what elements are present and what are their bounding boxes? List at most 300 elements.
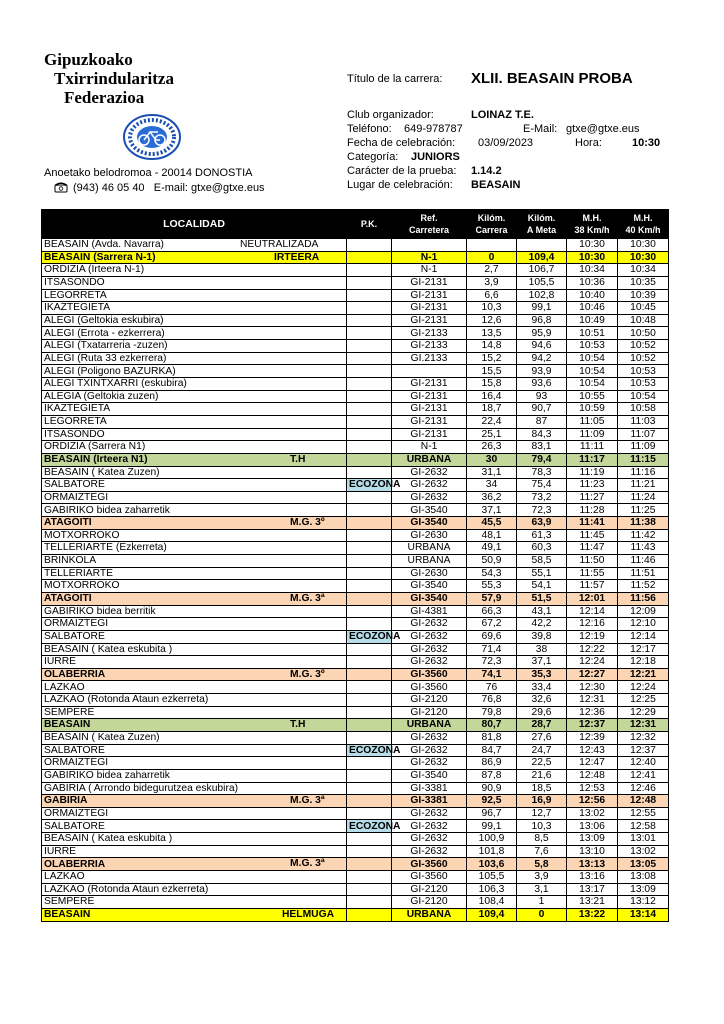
cell-pk: [347, 769, 392, 782]
table-row: [42, 428, 669, 441]
cell-mh38: 12:47: [567, 757, 618, 770]
localidad-name: OLABERRIA: [44, 858, 106, 870]
cell-pk: [347, 340, 392, 353]
cell-km-carrera: 96,7: [467, 807, 517, 820]
cell-pk: [347, 390, 392, 403]
cell-km-carrera: 25,1: [467, 428, 517, 441]
localidad-name: IURRE: [44, 656, 77, 668]
table-row: [42, 618, 669, 631]
cell-localidad: [42, 453, 347, 466]
cell-ref: GI-2131: [392, 390, 467, 403]
cell-ref: GI-2632: [392, 479, 467, 492]
table-row: [42, 883, 669, 896]
cell-km-carrera: 66,3: [467, 605, 517, 618]
cell-mh38: 13:06: [567, 820, 618, 833]
cell-mh38: 10:55: [567, 390, 618, 403]
cell-mh38: 12:19: [567, 630, 618, 643]
localidad-name: BRINKOLA: [44, 555, 97, 567]
cell-mh38: 12:01: [567, 592, 618, 605]
place-value: BEASAIN: [471, 179, 521, 191]
cell-pk: [347, 706, 392, 719]
cell-km-meta: 10,3: [517, 820, 567, 833]
cell-km-meta: 94,2: [517, 352, 567, 365]
cell-km-meta: [517, 239, 567, 252]
header-kc-line2: Carrera: [475, 225, 508, 235]
cell-ref: GI-2131: [392, 428, 467, 441]
cell-localidad: [42, 567, 347, 580]
cell-km-carrera: 99,1: [467, 820, 517, 833]
cell-mh38: 11:17: [567, 453, 618, 466]
cell-mh38: 10:30: [567, 239, 618, 252]
cell-km-meta: 73,2: [517, 491, 567, 504]
cell-mh40: 11:09: [618, 441, 669, 454]
table-row: [42, 592, 669, 605]
localidad-name: GABIRIKO bidea zaharretik: [44, 770, 170, 782]
table-row: [42, 845, 669, 858]
localidad-name: ALEGI (Ruta 33 ezkerrera): [44, 352, 167, 364]
cell-localidad: [42, 580, 347, 593]
table-row: [42, 681, 669, 694]
table-row: [42, 289, 669, 302]
cell-ref: URBANA: [392, 453, 467, 466]
cell-km-meta: 106,7: [517, 264, 567, 277]
cell-km-meta: 60,3: [517, 542, 567, 555]
cell-ref: GI-2131: [392, 415, 467, 428]
localidad-name: ALEGI (Geltokia eskubira): [44, 314, 164, 326]
cell-pk: [347, 378, 392, 391]
localidad-name: BEASAIN ( Katea eskubita ): [44, 833, 173, 845]
localidad-name: ALEGI TXINTXARRI (eskubira): [44, 378, 187, 390]
localidad-name: LEGORRETA: [44, 289, 107, 301]
cell-pk: [347, 618, 392, 631]
cell-localidad: [42, 365, 347, 378]
cell-mh40: 13:08: [618, 871, 669, 884]
cell-km-meta: 102,8: [517, 289, 567, 302]
localidad-name: SEMPERE: [44, 706, 95, 718]
cell-mh38: 12:53: [567, 782, 618, 795]
cell-localidad: [42, 276, 347, 289]
cell-localidad: [42, 403, 347, 416]
cell-ref: GI-2632: [392, 618, 467, 631]
table-row: [42, 365, 669, 378]
cell-pk: [347, 807, 392, 820]
cell-mh38: 11:27: [567, 491, 618, 504]
contact-line: [44, 181, 265, 196]
cell-mh38: 11:23: [567, 479, 618, 492]
localidad-name: ATAGOITI: [44, 517, 92, 529]
table-row: [42, 858, 669, 871]
itinerary-table: [41, 209, 669, 922]
header-ref-line1: Ref.: [420, 213, 438, 223]
table-row: [42, 744, 669, 757]
localidad-note: M.G. 3ª: [290, 858, 325, 870]
cell-km-meta: 35,3: [517, 668, 567, 681]
cell-pk: [347, 555, 392, 568]
cell-ref: GI-3560: [392, 871, 467, 884]
cell-localidad: [42, 782, 347, 795]
localidad-name: ORMAIZTEGI: [44, 757, 109, 769]
cell-mh40: 12:41: [618, 769, 669, 782]
cell-mh40: 10:48: [618, 314, 669, 327]
cell-mh40: 10:45: [618, 302, 669, 315]
cell-localidad: [42, 618, 347, 631]
cell-pk: [347, 403, 392, 416]
table-row: [42, 731, 669, 744]
cell-pk: [347, 908, 392, 921]
cell-km-meta: 24,7: [517, 744, 567, 757]
cell-pk: [347, 239, 392, 252]
localidad-note: M.G. 3º: [290, 517, 325, 529]
cell-mh40: 12:18: [618, 656, 669, 669]
localidad-name: TELLERIARTE: [44, 567, 114, 579]
cell-mh38: 12:37: [567, 719, 618, 732]
email-value: gtxe@gtxe.eus: [566, 123, 640, 135]
table-row: [42, 643, 669, 656]
localidad-name: ORMAIZTEGI: [44, 807, 109, 819]
cell-km-carrera: 34: [467, 479, 517, 492]
time-value: 10:30: [632, 137, 661, 149]
cell-km-carrera: 31,1: [467, 466, 517, 479]
cell-ref: URBANA: [392, 555, 467, 568]
localidad-name: IKAZTEGIETA: [44, 302, 111, 314]
cell-mh38: 10:54: [567, 365, 618, 378]
table-row: [42, 403, 669, 416]
cell-mh40: 11:51: [618, 567, 669, 580]
cell-localidad: [42, 795, 347, 808]
cell-km-carrera: [467, 239, 517, 252]
cell-km-carrera: 76: [467, 681, 517, 694]
cell-km-carrera: 36,2: [467, 491, 517, 504]
header-mh38-line1: M.H.: [582, 213, 602, 223]
cell-km-meta: 63,9: [517, 517, 567, 530]
character-value: 1.14.2: [471, 165, 502, 177]
cell-mh40: 13:14: [618, 908, 669, 921]
cell-localidad: [42, 668, 347, 681]
cell-mh40: 10:53: [618, 365, 669, 378]
cell-ref: GI-2630: [392, 529, 467, 542]
cell-ref: GI-3540: [392, 769, 467, 782]
phone-label: Teléfono:: [347, 123, 392, 135]
table-row: [42, 782, 669, 795]
cell-pk: [347, 251, 392, 264]
table-row: [42, 694, 669, 707]
localidad-name: LAZKAO: [44, 871, 85, 883]
cell-localidad: [42, 390, 347, 403]
cell-km-carrera: 10,3: [467, 302, 517, 315]
cell-km-carrera: 15,5: [467, 365, 517, 378]
localidad-name: LAZKAO (Rotonda Ataun ezkerreta): [44, 694, 209, 706]
cell-km-meta: 0: [517, 908, 567, 921]
cell-ref: GI-2632: [392, 845, 467, 858]
cell-ref: GI-2632: [392, 807, 467, 820]
cell-ref: GI-2632: [392, 833, 467, 846]
cell-pk: [347, 795, 392, 808]
cell-localidad: [42, 706, 347, 719]
cell-ref: GI-3540: [392, 504, 467, 517]
cell-km-meta: 38: [517, 643, 567, 656]
cell-km-carrera: 55,3: [467, 580, 517, 593]
cell-km-meta: 61,3: [517, 529, 567, 542]
table-row: [42, 314, 669, 327]
table-row: [42, 517, 669, 530]
cell-ref: GI-2632: [392, 820, 467, 833]
table-row: [42, 656, 669, 669]
cell-km-carrera: 54,3: [467, 567, 517, 580]
cell-mh38: 11:19: [567, 466, 618, 479]
cell-km-meta: 105,5: [517, 276, 567, 289]
cell-localidad: [42, 555, 347, 568]
cell-mh40: 12:55: [618, 807, 669, 820]
cell-ref: GI-2131: [392, 276, 467, 289]
cell-mh40: 13:09: [618, 883, 669, 896]
cell-ref: URBANA: [392, 719, 467, 732]
cell-localidad: [42, 807, 347, 820]
cell-localidad: [42, 757, 347, 770]
cell-km-meta: 39,8: [517, 630, 567, 643]
localidad-note: T.H: [290, 719, 306, 731]
localidad-name: ORMAIZTEGI: [44, 618, 109, 630]
header-localidad: LOCALIDAD: [42, 210, 347, 239]
cell-mh38: 12:27: [567, 668, 618, 681]
cell-km-meta: 90,7: [517, 403, 567, 416]
cell-mh38: 13:21: [567, 896, 618, 909]
cell-localidad: [42, 479, 347, 492]
cell-ref: GI-2120: [392, 706, 467, 719]
cell-mh38: 12:56: [567, 795, 618, 808]
cell-ref: GI-2131: [392, 378, 467, 391]
localidad-name: SALBATORE: [44, 479, 105, 491]
cell-ref: GI-2131: [392, 403, 467, 416]
address-line: Anoetako belodromoa - 20014 DONOSTIA: [44, 167, 253, 179]
cell-mh40: 12:37: [618, 744, 669, 757]
cell-mh40: 12:17: [618, 643, 669, 656]
cell-pk: [347, 580, 392, 593]
cell-pk: [347, 289, 392, 302]
federation-name-line1: Gipuzkoako: [44, 50, 133, 69]
localidad-name: SALBATORE: [44, 744, 105, 756]
cell-mh38: 10:30: [567, 251, 618, 264]
cell-km-carrera: 26,3: [467, 441, 517, 454]
cell-pk: [347, 415, 392, 428]
table-row: [42, 820, 669, 833]
cell-km-meta: 5,8: [517, 858, 567, 871]
cell-ref: GI-2120: [392, 896, 467, 909]
cell-pk: [347, 264, 392, 277]
cell-localidad: [42, 908, 347, 921]
cell-km-carrera: 72,3: [467, 656, 517, 669]
cell-mh38: 10:36: [567, 276, 618, 289]
cell-localidad: [42, 694, 347, 707]
cell-mh40: 12:25: [618, 694, 669, 707]
cell-pk: [347, 782, 392, 795]
cell-ref: URBANA: [392, 542, 467, 555]
cell-km-carrera: 86,9: [467, 757, 517, 770]
table-row: [42, 580, 669, 593]
cell-localidad: [42, 630, 347, 643]
table-row: [42, 415, 669, 428]
table-row: [42, 251, 669, 264]
cell-mh38: 13:10: [567, 845, 618, 858]
cell-pk: [347, 656, 392, 669]
cell-mh40: 11:38: [618, 517, 669, 530]
header-km-line1: Kilóm.: [527, 213, 556, 223]
federation-phone: (943) 46 05 40: [73, 182, 145, 194]
cell-ref: GI-2131: [392, 314, 467, 327]
cell-mh40: 10:35: [618, 276, 669, 289]
cell-pk: [347, 542, 392, 555]
cell-pk: [347, 352, 392, 365]
cell-km-meta: 79,4: [517, 453, 567, 466]
cell-km-meta: 37,1: [517, 656, 567, 669]
cell-mh38: 10:34: [567, 264, 618, 277]
cell-ref: GI-3560: [392, 668, 467, 681]
localidad-name: MOTXORROKO: [44, 529, 120, 541]
cell-mh38: 11:47: [567, 542, 618, 555]
table-row: [42, 327, 669, 340]
cell-localidad: [42, 327, 347, 340]
place-label: Lugar de celebración:: [347, 179, 453, 191]
cell-mh40: 11:52: [618, 580, 669, 593]
cell-km-meta: 83,1: [517, 441, 567, 454]
cell-km-meta: 27,6: [517, 731, 567, 744]
cell-mh38: 10:40: [567, 289, 618, 302]
cell-mh40: 12:24: [618, 681, 669, 694]
cell-km-carrera: 0: [467, 251, 517, 264]
table-row: [42, 390, 669, 403]
cell-mh38: 11:09: [567, 428, 618, 441]
cell-mh40: 12:48: [618, 795, 669, 808]
cell-mh40: 10:39: [618, 289, 669, 302]
cell-pk: ECOZONA: [347, 744, 392, 757]
cell-mh38: 12:39: [567, 731, 618, 744]
localidad-name: BEASAIN ( Katea eskubita ): [44, 643, 173, 655]
cell-km-carrera: 103,6: [467, 858, 517, 871]
cell-km-meta: 99,1: [517, 302, 567, 315]
cell-km-carrera: 37,1: [467, 504, 517, 517]
cell-km-meta: 42,2: [517, 618, 567, 631]
cell-mh40: 11:43: [618, 542, 669, 555]
cell-mh40: 10:50: [618, 327, 669, 340]
cell-ref: GI-2632: [392, 731, 467, 744]
federation-name-line2: Txirrindularitza: [54, 69, 174, 88]
cell-localidad: [42, 681, 347, 694]
table-body: [42, 239, 669, 922]
cell-mh38: 12:30: [567, 681, 618, 694]
localidad-name: BEASAIN: [44, 909, 91, 921]
cell-localidad: [42, 542, 347, 555]
cell-localidad: [42, 845, 347, 858]
cell-mh40: 12:29: [618, 706, 669, 719]
cell-km-meta: 8,5: [517, 833, 567, 846]
cell-pk: [347, 605, 392, 618]
club-label: Club organizador:: [347, 109, 434, 121]
federation-name-line3: Federazioa: [64, 88, 145, 107]
localidad-name: GABIRIKO bidea berritik: [44, 605, 156, 617]
header-mh40: [618, 210, 669, 239]
category-value: JUNIORS: [411, 151, 460, 163]
cell-mh40: 11:24: [618, 491, 669, 504]
cell-km-carrera: 2,7: [467, 264, 517, 277]
cell-mh38: 11:50: [567, 555, 618, 568]
cell-ref: GI-2120: [392, 694, 467, 707]
cell-mh40: 11:25: [618, 504, 669, 517]
cell-km-meta: 93: [517, 390, 567, 403]
table-row: [42, 871, 669, 884]
date-label: Fecha de celebración:: [347, 137, 456, 149]
localidad-name: BEASAIN (Sarrera N-1): [44, 251, 156, 263]
cell-mh40: 10:52: [618, 352, 669, 365]
cell-localidad: [42, 719, 347, 732]
cell-km-carrera: 57,9: [467, 592, 517, 605]
cell-ref: GI-3381: [392, 782, 467, 795]
cell-mh38: 10:54: [567, 352, 618, 365]
cell-localidad: [42, 289, 347, 302]
cell-mh38: 11:41: [567, 517, 618, 530]
cell-ref: GI-3381: [392, 795, 467, 808]
cell-km-meta: 21,6: [517, 769, 567, 782]
cell-mh38: 11:05: [567, 415, 618, 428]
table-row: [42, 769, 669, 782]
localidad-name: BEASAIN (Avda. Navarra): [44, 239, 164, 251]
cell-km-carrera: 48,1: [467, 529, 517, 542]
cell-km-carrera: 14,8: [467, 340, 517, 353]
cell-km-meta: 51,5: [517, 592, 567, 605]
cell-pk: [347, 466, 392, 479]
federation-address: [44, 166, 265, 196]
cell-pk: ECOZONA: [347, 630, 392, 643]
cell-mh40: 10:58: [618, 403, 669, 416]
table-row: [42, 896, 669, 909]
cell-pk: [347, 567, 392, 580]
cell-mh38: 10:54: [567, 378, 618, 391]
localidad-name: ALEGI (Poligono BAZURKA): [44, 365, 176, 377]
localidad-name: ITSASONDO: [44, 277, 105, 289]
localidad-note: M.G. 3ª: [290, 592, 325, 604]
cell-pk: [347, 314, 392, 327]
cell-ref: GI-2632: [392, 466, 467, 479]
email-label: E-Mail:: [523, 123, 558, 135]
cell-mh38: 11:57: [567, 580, 618, 593]
race-title-label: Título de la carrera:: [347, 73, 443, 85]
cell-ref: [392, 365, 467, 378]
cell-km-meta: 93,9: [517, 365, 567, 378]
cell-mh40: 12:46: [618, 782, 669, 795]
cell-ref: GI-2131: [392, 302, 467, 315]
localidad-name: SEMPERE: [44, 896, 95, 908]
localidad-note: M.G. 3º: [290, 668, 325, 680]
cell-km-meta: 96,8: [517, 314, 567, 327]
cell-pk: [347, 858, 392, 871]
cell-km-carrera: 3,9: [467, 276, 517, 289]
table-row: [42, 491, 669, 504]
cell-mh38: 11:28: [567, 504, 618, 517]
cell-km-carrera: 105,5: [467, 871, 517, 884]
cell-mh40: 11:16: [618, 466, 669, 479]
cell-pk: ECOZONA: [347, 479, 392, 492]
table-row: [42, 542, 669, 555]
cell-mh40: 10:52: [618, 340, 669, 353]
cell-km-carrera: 90,9: [467, 782, 517, 795]
localidad-name: OLABERRIA: [44, 668, 106, 680]
localidad-name: ITSASONDO: [44, 428, 105, 440]
federation-name: [44, 50, 174, 107]
cell-localidad: [42, 491, 347, 504]
cell-mh40: 12:09: [618, 605, 669, 618]
cell-ref: N-1: [392, 251, 467, 264]
cell-ref: GI-2630: [392, 567, 467, 580]
cell-mh38: 11:55: [567, 567, 618, 580]
cell-localidad: [42, 731, 347, 744]
